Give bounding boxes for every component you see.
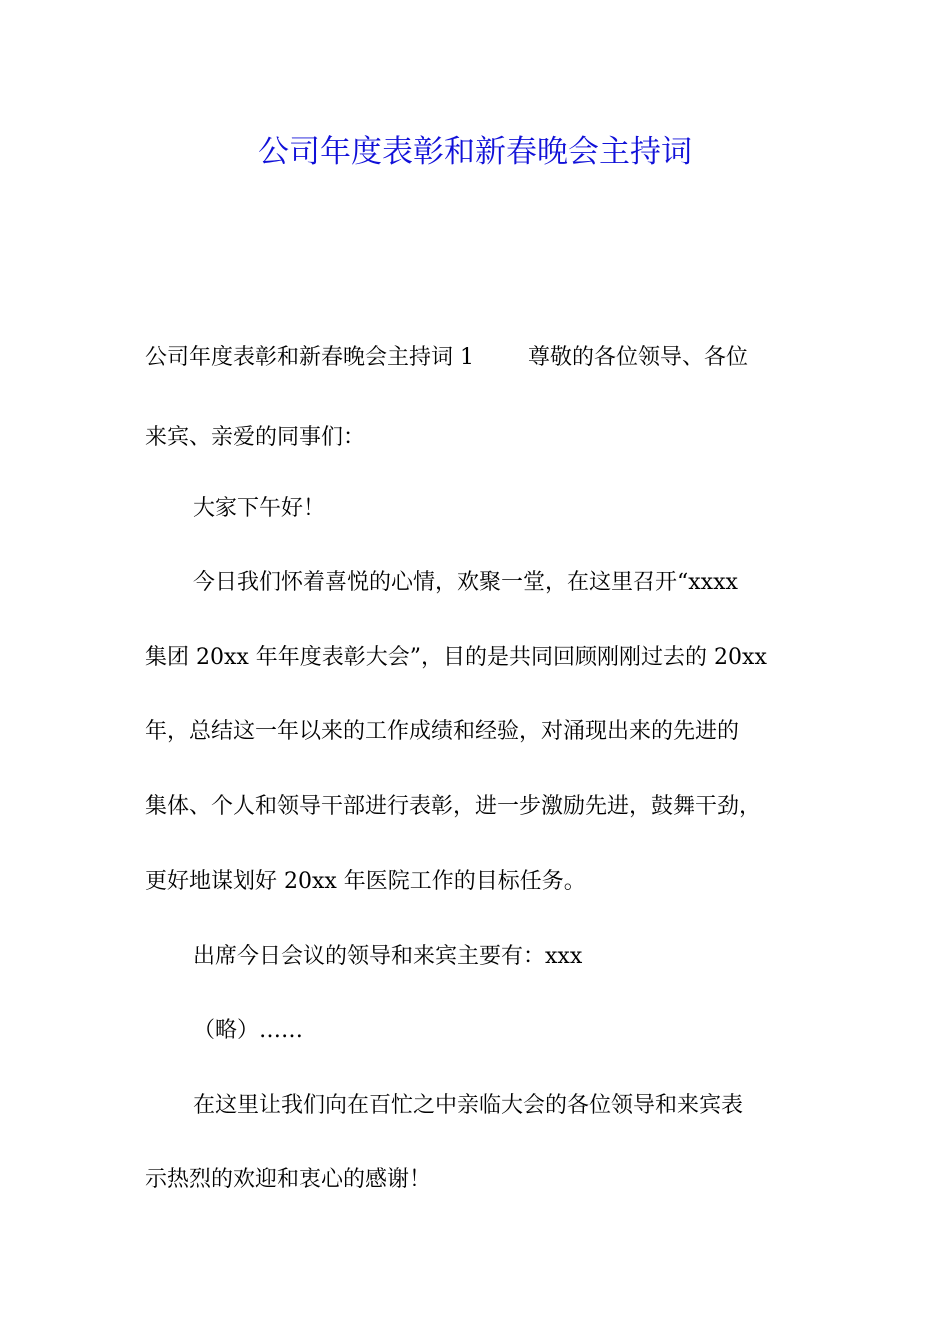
text-line-8: 更好地谋划好 20xx 年医院工作的目标任务。 [145,869,586,894]
text-line-12: 示热烈的欢迎和衷心的感谢！ [145,1167,432,1192]
text-line-5: 集团 20xx 年年度表彰大会”，目的是共同回顾刚刚过去的 20xx [145,645,767,670]
text-line-10: （略）…… [193,1018,304,1043]
document-title: 公司年度表彰和新春晚会主持词 [258,134,692,170]
salutation-start: 尊敬的各位领导、各位 [528,345,749,370]
text-line-1 [145,342,815,374]
text-line-9: 出席今日会议的领导和来宾主要有：xxx [193,944,583,969]
text-line-3: 大家下午好！ [193,496,326,521]
text-line-7: 集体、个人和领导干部进行表彰，进一步激励先进，鼓舞干劲， [145,794,762,819]
text-line-6: 年，总结这一年以来的工作成绩和经验，对涌现出来的先进的 [145,719,740,744]
section-heading: 公司年度表彰和新春晚会主持词 1 [145,345,474,370]
text-line-2: 来宾、亲爱的同事们： [145,425,366,450]
text-line-11: 在这里让我们向在百忙之中亲临大会的各位领导和来宾表 [193,1093,744,1118]
text-line-4: 今日我们怀着喜悦的心情，欢聚一堂，在这里召开“xxxx [193,570,738,595]
